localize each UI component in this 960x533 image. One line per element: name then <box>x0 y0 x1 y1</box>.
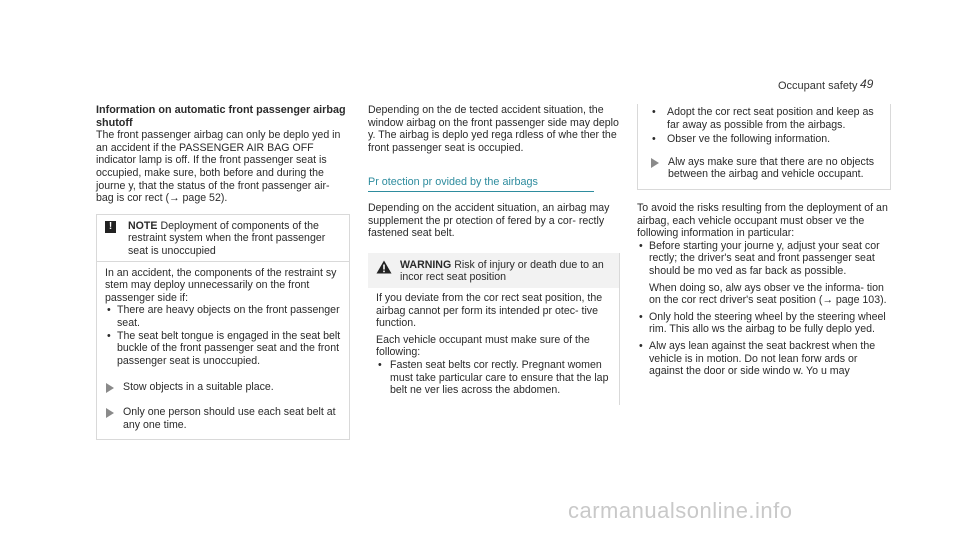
action-item <box>650 156 880 181</box>
list-item-text: Before starting your journe y, adjust your seat cor rectly; the driver's seat and front passenger seat should be mo ved as far back as possible. <box>649 239 880 277</box>
note-body <box>97 261 349 440</box>
note-header <box>97 215 349 261</box>
warning-header-text <box>400 259 611 284</box>
warning-body <box>368 288 619 405</box>
note-text: In an accident, the components of the restraint sy stem may deploy unnecessarily on the front passenger side if: <box>105 266 337 304</box>
action-text: Stow objects in a suitable place. <box>123 381 274 394</box>
column-2 <box>368 104 620 405</box>
warning-triangle-icon <box>376 260 392 274</box>
avoid-risks-paragraph: To avoid the risks resulting from the deployment of an airbag, each vehicle occupant must obser ve the following information in particular: <box>637 201 888 240</box>
section-title: Occupant safety <box>778 80 858 92</box>
note-label: NOTE <box>128 219 158 232</box>
list-item: • The seat belt tongue is engaged in the seat belt buckle of the front passenger seat and the front passenger seat is unoccupied. <box>105 330 341 368</box>
play-arrow-icon <box>105 407 115 419</box>
page-number: 49 <box>860 77 874 91</box>
action-item <box>105 406 341 431</box>
seat-position-list <box>650 106 880 146</box>
warning-continuation-box <box>637 104 891 190</box>
list-item-subtext: When doing so, alw ays obser ve the informa‐ tion on the cor rect driver's seat position (→ page 103). <box>649 281 887 307</box>
column-3 <box>637 104 891 378</box>
list-item: • Adopt the cor rect seat position and keep as far away as possible from the airbags. <box>650 106 880 131</box>
note-title: Deployment of components of the restraint system when the front passenger seat is unoccupied <box>128 219 326 257</box>
action-text: Only one person should use each seat belt at any one time. <box>123 406 336 431</box>
occupant-info-list <box>637 240 891 378</box>
warning-paragraph: Each vehicle occupant must make sure of the following: <box>376 333 590 359</box>
watermark: carmanualsonline.info <box>568 498 793 523</box>
warning-bullet-list <box>376 359 611 397</box>
action-text: Alw ays make sure that there are no objects between the airbag and vehicle occupant. <box>668 155 875 181</box>
protection-paragraph: Depending on the accident situation, an airbag may supplement the pr otection of fered by a cor‐ rectly fastened seat belt. <box>368 201 610 240</box>
warning-paragraph: If you deviate from the cor rect seat position, the airbag cannot per form its intended pr otec‐ tive function. <box>376 291 603 330</box>
warning-box <box>368 253 620 405</box>
list-item <box>637 240 891 307</box>
note-box <box>96 214 350 441</box>
action-item <box>105 381 341 394</box>
window-airbag-paragraph: Depending on the de tected accident situation, the window airbag on the front passenger side may deplo y. The airbag is deplo yed rega rdless of whe ther the front passenger seat is occupied. <box>368 104 619 154</box>
note-bullet-list <box>105 304 341 367</box>
intro-paragraph: The front passenger airbag can only be deplo yed in an accident if the PASSENGER AIR BAG OFF indicator lamp is off. If the front passenger seat is occupied, make sure, both before and during the journe y, that the status of the front passenger air‐ bag is cor rect (→ page 52). <box>96 129 341 205</box>
section-heading-protection: Pr otection pr ovided by the airbags <box>368 176 594 192</box>
warning-title: Risk of injury or death due to an incor rect seat position <box>400 258 604 284</box>
heading-airbag-shutoff: Information on automatic front passenger airbag shutoff <box>96 104 346 129</box>
list-item: • Alw ays lean against the seat backrest when the vehicle is in motion. Do not lean forw ards or against the door or side windo w. Yo u may <box>637 340 891 378</box>
list-item: • There are heavy objects on the front passenger seat. <box>105 304 341 329</box>
warning-label: WARNING <box>400 258 452 271</box>
list-item: • Only hold the steering wheel by the steering wheel rim. This allo ws the airbag to be fully deplo yed. <box>637 311 891 336</box>
column-1 <box>96 104 350 440</box>
exclamation-icon: ! <box>105 221 116 233</box>
list-item: • Fasten seat belts cor rectly. Pregnant women must take particular care to ensure that the lap belt ne ver lies across the abdomen. <box>376 359 611 397</box>
play-arrow-icon <box>650 157 660 169</box>
note-header-text <box>128 220 341 258</box>
warning-header <box>368 253 619 288</box>
list-item: • Obser ve the following information. <box>650 133 880 146</box>
play-arrow-icon <box>105 382 115 394</box>
